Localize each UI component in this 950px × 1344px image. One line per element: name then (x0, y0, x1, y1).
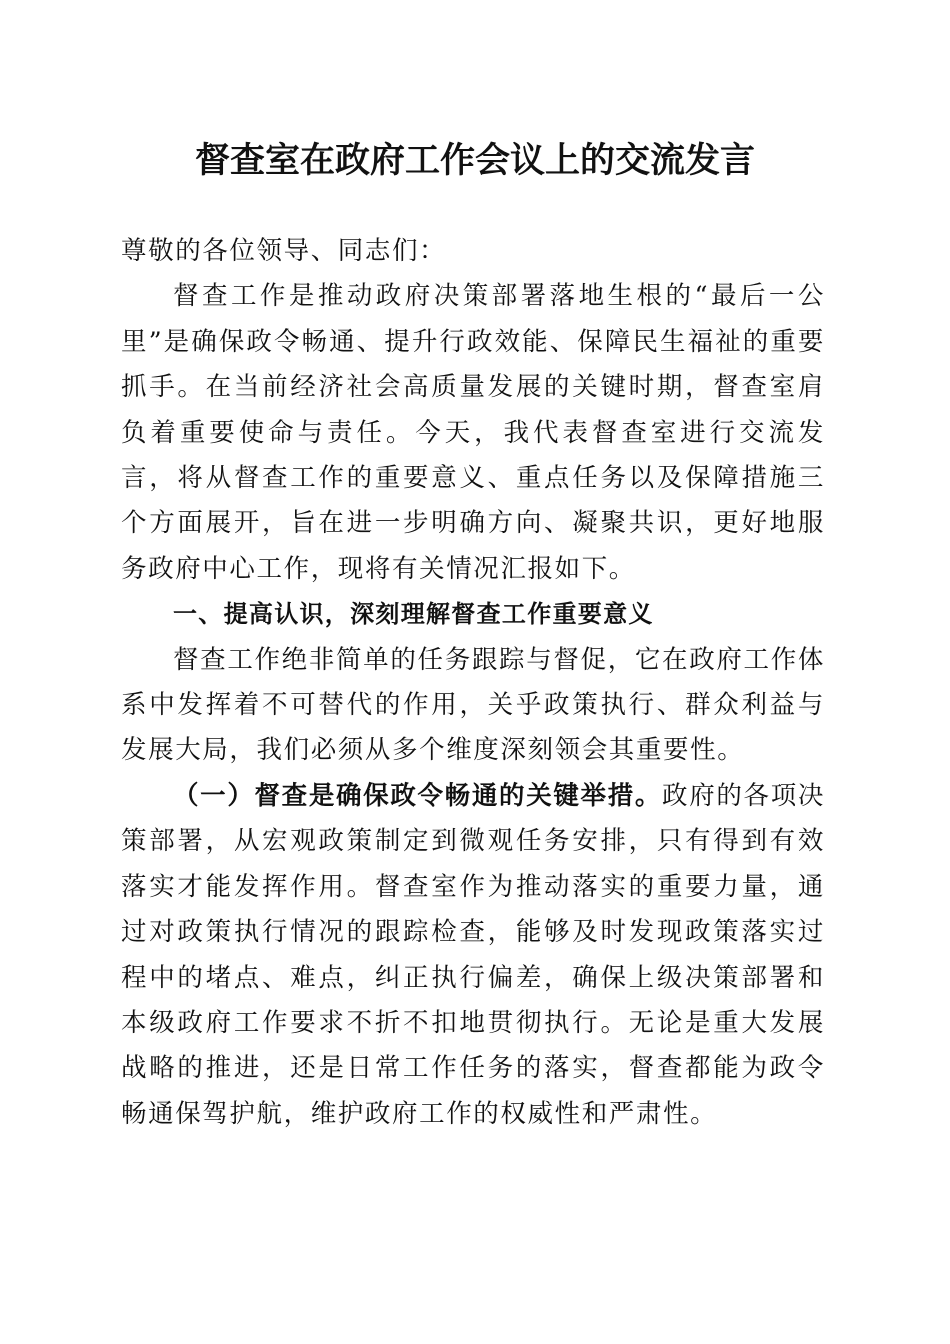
section-paragraph: 督查工作绝非简单的任务跟踪与督促，它在政府工作体系中发挥着不可替代的作用，关乎政策执行、群众利益与发展大局，我们必须从多个维度深刻领会其重要性。 (121, 644, 825, 766)
section-heading: 一、提高认识，深刻理解督查工作重要意义 (173, 600, 654, 629)
subsection-paragraph (121, 774, 825, 1137)
intro-paragraph: 督查工作是推动政府决策部署落地生根的“最后一公里”是确保政令畅通、提升行政效能、保障民生福祉的重要抓手。在当前经济社会高质量发展的关键时期，督查室肩负着重要使命与责任。今天，我代表督查室进行交流发言，将从督查工作的重要意义、重点任务以及保障措施三个方面展开，旨在进一步明确方向、凝聚共识，更好地服务政府中心工作，现将有关情况汇报如下。 (121, 281, 825, 584)
document-body (121, 229, 825, 1137)
salutation: 尊敬的各位领导、同志们： (121, 236, 447, 266)
subsection-lead: （一）督查是确保政令畅通的关键举措。 (173, 780, 663, 811)
subsection-text: 政府的各项决策部署，从宏观政策制定到微观任务安排，只有得到有效落实才能发挥作用。督查室作为推动落实的重要力量，通过对政策执行情况的跟踪检查，能够及时发现政策落实过程中的堵点、难点，纠正执行偏差，确保上级决策部署和本级政府工作要求不折不扣地贯彻执行。无论是重大发展战略的推进，还是日常工作任务的落实，督查都能为政令畅通保驾护航，维护政府工作的权威性和严肃性。 (121, 780, 825, 1129)
document-title: 督查室在政府工作会议上的交流发言 (194, 140, 755, 181)
